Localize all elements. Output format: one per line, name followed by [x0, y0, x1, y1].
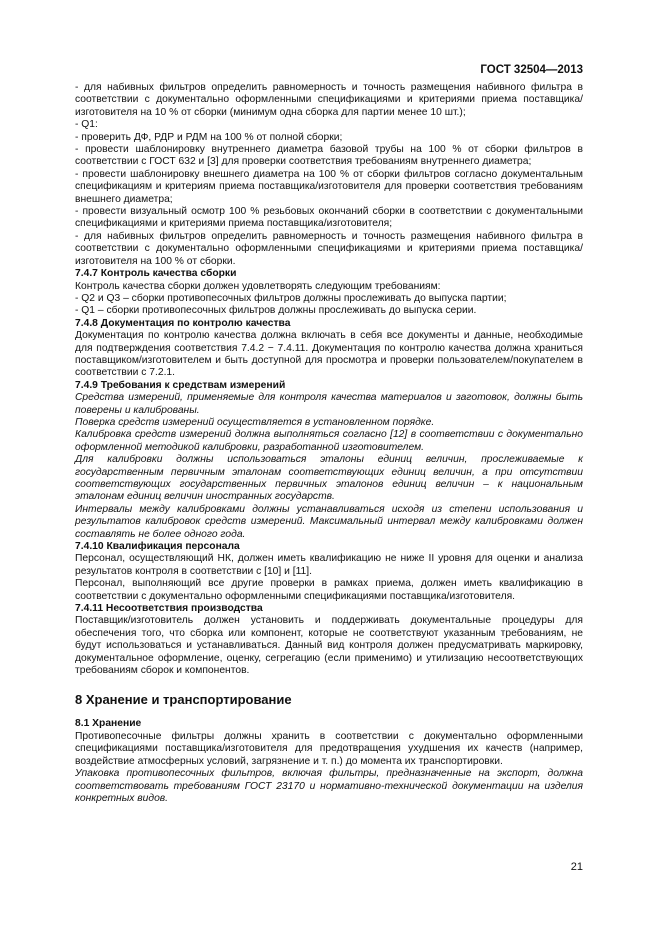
paragraph: Персонал, осуществляющий НК, должен иметь квалификацию не ниже II уровня для оценки и анализа результатов контроля в соответствии с [10] и [11].: [75, 553, 583, 577]
section-heading: 7.4.7 Контроль качества сборки: [75, 268, 237, 280]
paragraph: Калибровка средств измерений должна выполняться согласно [12] в соответствии с документально оформленной методикой калибровки, разработанной изготовителем.: [75, 429, 583, 453]
chapter-heading: 8 Хранение и транспортирование: [75, 691, 292, 707]
paragraph: Поверка средств измерений осуществляется в установленном порядке.: [75, 416, 435, 428]
paragraph: Для калибровки должны использоваться эталоны единиц величин, прослеживаемые к государственным первичным эталонам соответствующих единиц величин, а при отсутствии соответствующих государственных первичных эталонов единиц величин – к национальным эталонам единиц величин иностранных государств.: [75, 454, 583, 503]
list-item: - провести визуальный осмотр 100 % резьбовых окончаний сборки в соответствии с документальными спецификациями и критериями приема поставщика/изготовителя;: [75, 206, 583, 230]
section-7-4-7: [75, 268, 583, 318]
page-number: 21: [570, 861, 583, 873]
section-heading: 7.4.8 Документация по контролю качества: [75, 317, 291, 329]
section-heading: 7.4.9 Требования к средствам измерений: [75, 379, 286, 391]
document-header: ГОСТ 32504—2013: [480, 64, 583, 76]
section-7-4-11: [75, 603, 583, 677]
section-heading: 7.4.11 Несоответствия производства: [75, 603, 263, 615]
section-heading: 7.4.10 Квалификация персонала: [75, 541, 240, 553]
list-item: - Q1 – сборки противопесочных фильтров должны прослеживать до выпуска серии.: [75, 305, 477, 317]
paragraph: Поставщик/изготовитель должен установить и поддерживать документальные процедуры для обеспечения того, что сборка или компонент, которые не соответствуют указанным требованиям, не будут использоваться и устанавливаться. Данный вид контроля должен предусматривать маркировку, документальное оформление, оценку, сегрегацию (если применимо) и утилизацию несоответствующих требованиям сборок и компонентов.: [75, 615, 583, 677]
list-item: - провести шаблонировку внешнего диаметра на 100 % от сборки фильтров согласно документальным спецификациям и критериям приема поставщика/изготовителя для проверки соответствия требованиям внешнего диаметра;: [75, 168, 583, 205]
section-7-4-8: [75, 318, 583, 380]
section-7-4-10: [75, 541, 583, 603]
list-item: - для набивных фильтров определить равномерность и точность размещения набивного фильтра в соответствии с документально оформленными спецификациями и критериями приема поставщика/изготовителя на 10 % от сборки (минимум одна сборка для партии менее 10 шт.);: [75, 82, 583, 118]
list-item: - Q2 и Q3 – сборки противопесочных фильтров должны прослеживать до выпуска партии;: [75, 292, 507, 304]
list-item: - Q1:: [75, 119, 98, 131]
section-8: [75, 692, 583, 806]
paragraph: Средства измерений, применяемые для контроля качества материалов и заготовок, должны быть поверены и калиброваны.: [75, 392, 583, 416]
section-7-4-9: [75, 380, 583, 541]
document-page: [75, 64, 583, 805]
paragraph: Интервалы между калибровками должны устанавливаться исходя из степени использования и результатов калибровок средств измерений. Максимальный интервал между калибровками должен составлять не более одного года.: [75, 503, 583, 540]
paragraph: Документация по контролю качества должна включать в себя все документы и данные, необходимые для подтверждения соответствия 7.4.2 − 7.4.11. Документация по контролю качества должна храниться поставщиком/изготовителем и быть доступной для просмотра и проверки пользователем/покупателем в соответствии с 7.2.1.: [75, 330, 583, 379]
list-item: - проверить ДФ, РДР и РДМ на 100 % от полной сборки;: [75, 131, 343, 143]
list-item: - провести шаблонировку внутреннего диаметра базовой трубы на 100 % от сборки фильтров в соответствии с ГОСТ 632 и [3] для проверки соответствия требованиям внутреннего диаметра;: [75, 144, 583, 168]
paragraph: Упаковка противопесочных фильтров, включая фильтры, предназначенные на экспорт, должна соответствовать требованиям ГОСТ 23170 и нормативно-технической документации на изделия конкретных видов.: [75, 768, 583, 804]
section-heading: 8.1 Хранение: [75, 717, 142, 729]
list-item: - для набивных фильтров определить равномерность и точность размещения набивного фильтра в соответствии с документально оформленными спецификациями и критериями приема поставщика/изготовителя на 100 % от сборки.: [75, 230, 583, 267]
inspection-list: [75, 82, 583, 268]
paragraph: Противопесочные фильтры должны хранить в соответствии с документально оформленными спецификациями поставщика/изготовителя для предотвращения ухудшения их качеств (например, воздействие атмосферных условий, загрязнение и т. п.) до момента их транспортировки.: [75, 730, 583, 767]
paragraph: Контроль качества сборки должен удовлетворять следующим требованиям:: [75, 280, 441, 292]
paragraph: Персонал, выполняющий все другие проверки в рамках приема, должен иметь квалификацию в соответствии с документально оформленными спецификациями поставщика/изготовителя.: [75, 578, 583, 602]
